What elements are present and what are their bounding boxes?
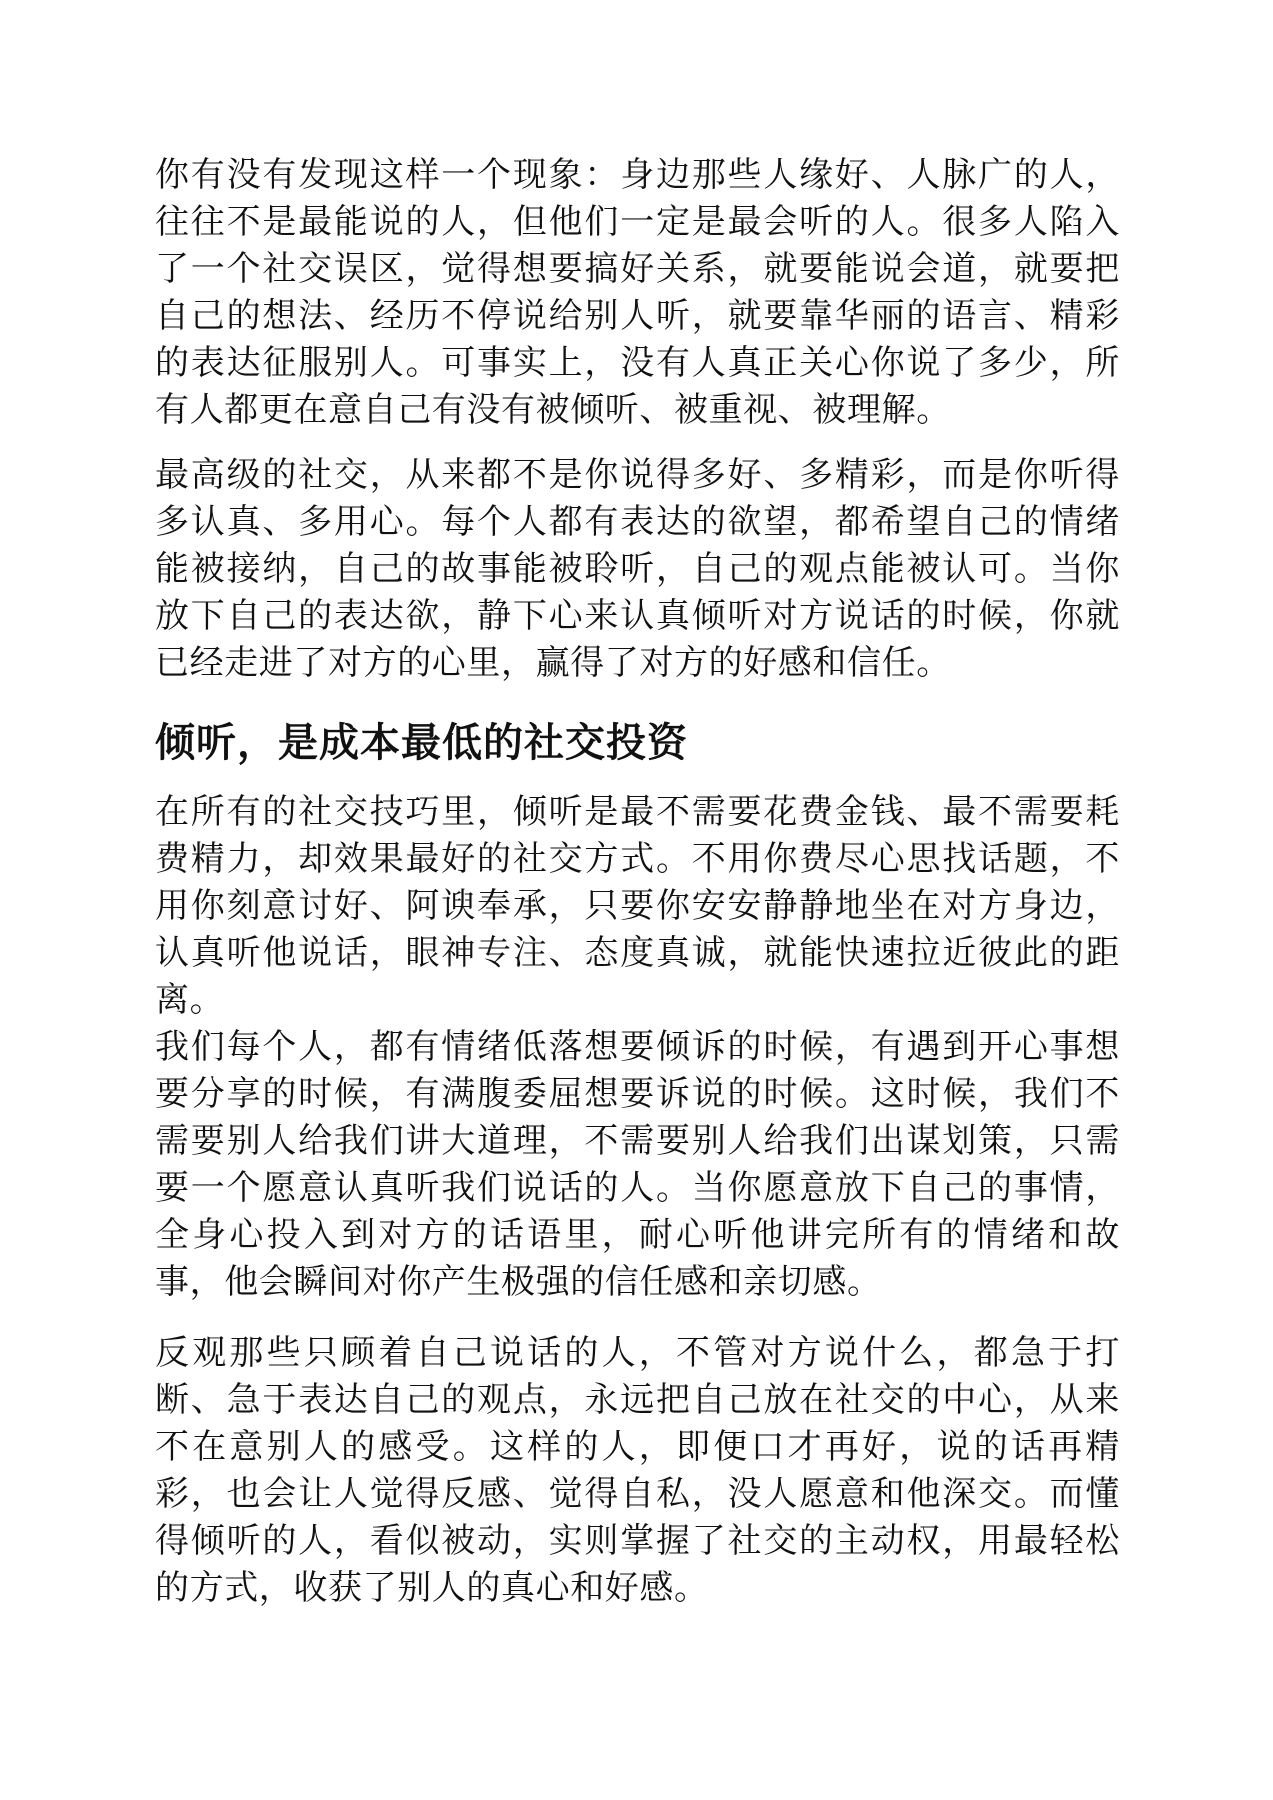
paragraph-3: 在所有的社交技巧里，倾听是最不需要花费金钱、最不需要耗费精力，却效果最好的社交方式。不用你费尽心思找话题，不用你刻意讨好、阿谀奉承，只要你安安静静地坐在对方身边，认真听他说话，眼神专注、态度真诚，就能快速拉近彼此的距离。 <box>155 792 1120 1020</box>
document-page <box>155 152 1120 1612</box>
paragraph-1: 你有没有发现这样一个现象：身边那些人缘好、人脉广的人，往往不是最能说的人，但他们一定是最会听的人。很多人陷入了一个社交误区，觉得想要搞好关系，就要能说会道，就要把自己的想法、经历不停说给别人听，就要靠华丽的语言、精彩的表达征服别人。可事实上，没有人真正关心你说了多少，所有人都更在意自己有没有被倾听、被重视、被理解。 <box>155 155 1120 430</box>
paragraph-4: 我们每个人，都有情绪低落想要倾诉的时候，有遇到开心事想要分享的时候，有满腹委屈想要诉说的时候。这时候，我们不需要别人给我们讲大道理，不需要别人给我们出谋划策，只需要一个愿意认真听我们说话的人。当你愿意放下自己的事情，全身心投入到对方的话语里，耐心听他讲完所有的情绪和故事，他会瞬间对你产生极强的信任感和亲切感。 <box>155 1027 1120 1302</box>
paragraph-2: 最高级的社交，从来都不是你说得多好、多精彩，而是你听得多认真、多用心。每个人都有表达的欲望，都希望自己的情绪能被接纳，自己的故事能被聆听，自己的观点能被认可。当你放下自己的表达欲，静下心来认真倾听对方说话的时候，你就已经走进了对方的心里，赢得了对方的好感和信任。 <box>155 455 1120 683</box>
paragraph-5: 反观那些只顾着自己说话的人，不管对方说什么，都急于打断、急于表达自己的观点，永远把自己放在社交的中心，从来不在意别人的感受。这样的人，即便口才再好，说的话再精彩，也会让人觉得反感、觉得自私，没人愿意和他深交。而懂得倾听的人，看似被动，实则掌握了社交的主动权，用最轻松的方式，收获了别人的真心和好感。 <box>155 1333 1120 1608</box>
section-heading: 倾听，是成本最低的社交投资 <box>155 720 688 766</box>
